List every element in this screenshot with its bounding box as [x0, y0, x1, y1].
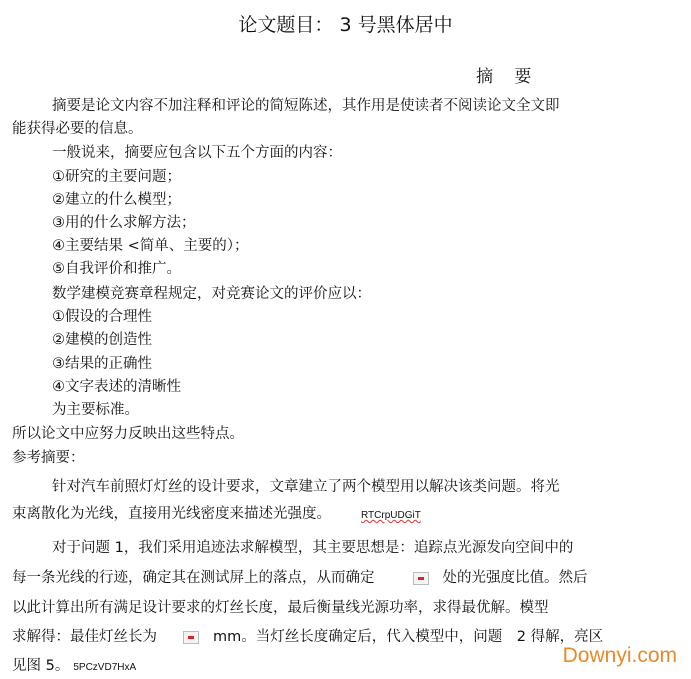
text: 每一条光线的行迹，确定其在测试屏上的落点，从而确定 — [12, 570, 375, 586]
text: mm。当灯丝长度确定后，代入模型中，问题 2 得解，亮区 — [213, 629, 604, 645]
text-line: 为主要标准。 — [52, 402, 139, 418]
code-text: 5PCzVD7HxA — [73, 662, 137, 673]
text-line — [12, 505, 421, 525]
text-line: ②建模的创造性 — [52, 332, 152, 348]
text: 处的光强度比值。然后 — [442, 570, 588, 586]
text: 求解得：最佳灯丝长为 — [12, 629, 157, 645]
text-line: 所以论文中应努力反映出这些特点。 — [12, 426, 244, 442]
text-line: 针对汽车前照灯灯丝的设计要求，文章建立了两个模型用以解决该类问题。将光 — [52, 479, 560, 495]
text-line: 数学建模竞赛章程规定，对竞赛论文的评价应以： — [52, 286, 371, 302]
paper-title: 论文题目： 3 号黑体居中 — [238, 14, 453, 36]
text: 见图 5。 — [12, 658, 70, 674]
text-line: ⑤自我评价和推广。 — [52, 261, 181, 277]
text-line: 能获得必要的信息。 — [12, 121, 143, 137]
text-line: ①假设的合理性 — [52, 309, 152, 325]
text-line: 摘要是论文内容不加注释和评论的简短陈述，其作用是使读者不阅读论文全文即 — [52, 98, 560, 114]
text-line: 以此计算出所有满足设计要求的灯丝长度，最后衡量线光源功率，求得最优解。模型 — [12, 600, 549, 616]
text-line: 一般说来，摘要应包含以下五个方面的内容： — [52, 145, 342, 161]
text-line: ②建立的什么模型； — [52, 192, 181, 208]
text-line: 对于问题 1，我们采用追迹法求解模型，其主要思想是：追踪点光源发向空间中的 — [52, 540, 574, 556]
text-line: ③结果的正确性 — [52, 356, 152, 372]
text-line: ③用的什么求解方法； — [52, 215, 196, 231]
text-line — [12, 657, 136, 677]
text-line — [12, 628, 603, 646]
abstract-heading: 摘 要 — [476, 67, 540, 87]
text-line: ④主要结果 <简单、主要的）； — [52, 238, 249, 254]
text-line: ④文字表述的清晰性 — [52, 379, 181, 395]
broken-image-icon — [183, 631, 199, 644]
watermark: Downyi.com — [562, 644, 677, 667]
text: 束离散化为光线，直接用光线密度来描述光强度。 — [12, 506, 331, 522]
text-line — [12, 569, 588, 587]
code-text: RTCrpUDGiT — [361, 510, 421, 521]
text-line: 参考摘要： — [12, 450, 85, 466]
broken-image-icon — [413, 572, 429, 585]
text-line: ①研究的主要问题； — [52, 169, 181, 185]
